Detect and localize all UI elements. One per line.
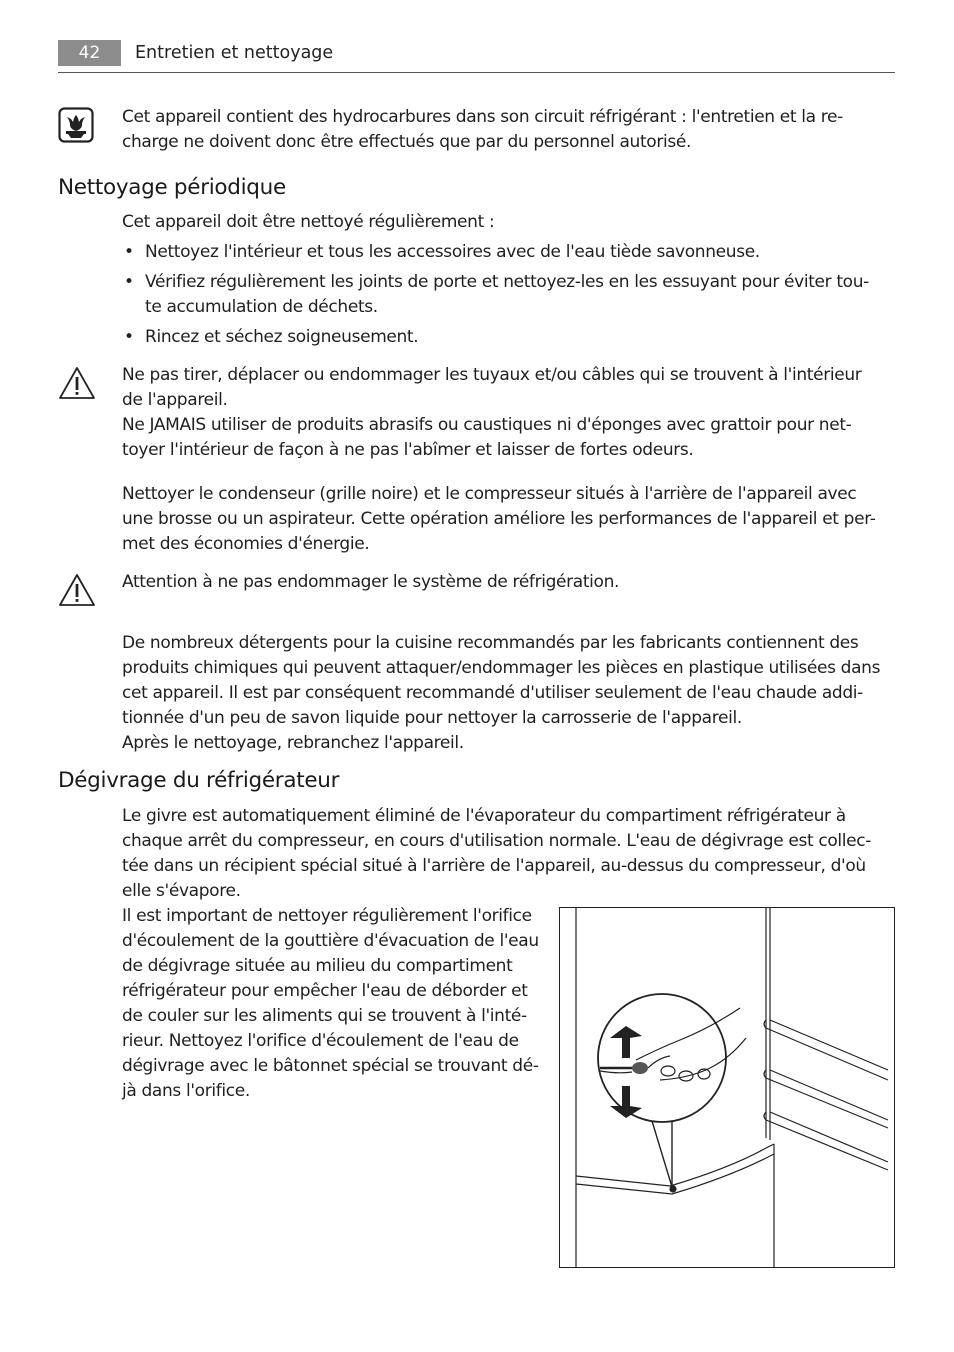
defrost-paragraph-2: Il est important de nettoyer régulièrement l'orifice d'écoulement de la gouttière d'évacuation de l'eau de dégivrage située au milieu du compartiment réfrigérateur pour empêcher l'eau de déborder et de couler sur les aliments qui se trouvent à l'inté- rieur. Nettoyez l'orifice d'écoulement de l'eau de dégivrage avec le bâtonnet spécial se trouvant dé- jà dans l'orifice. <box>122 906 539 1101</box>
note-line: charge ne doivent donc être effectués que par du personnel autorisé. <box>122 132 692 152</box>
cleaning-bullet-list <box>122 240 894 355</box>
condenser-paragraph: Nettoyer le condenseur (grille noire) et le compresseur situés à l'arrière de l'appareil avec une brosse ou un aspirateur. Cette opération améliore les performances de l'appareil et per- met des économies d'énergie. <box>122 484 876 554</box>
page-header <box>58 40 895 73</box>
warning-text-refrigeration: Attention à ne pas endommager le système de réfrigération. <box>122 572 620 592</box>
defrost-paragraph-1: Le givre est automatiquement éliminé de l'évaporateur du compartiment réfrigérateur à chaque arrêt du compresseur, en cours d'utilisation normale. L'eau de dégivrage est collec- tée dans un récipient spécial situé à l'arrière de l'appareil, au-dessus du compresseur, d'où elle s'évapore. <box>122 806 872 901</box>
list-item: • Rincez et séchez soigneusement. <box>124 327 419 347</box>
detergents-paragraph: De nombreux détergents pour la cuisine recommandés par les fabricants contiennent des produits chimiques qui peuvent attaquer/endommager les pièces en plastique utilisées dans cet appareil. Il est par conséquent recommandé d'utiliser seulement de l'eau chaude addi- tionnée d'un peu de savon liquide pour nettoyer la carrosserie de l'appareil. Après le nettoyage, rebranchez l'appareil. <box>122 633 881 753</box>
warning-triangle-icon <box>58 573 96 611</box>
warning-triangle-icon <box>58 366 96 404</box>
list-item: • Vérifiez régulièrement les joints de porte et nettoyez-les en les essuyant pour éviter tou- te accumulation de déchets. <box>124 272 869 317</box>
cleaning-heading: Nettoyage périodique <box>58 175 286 200</box>
defrost-drain-illustration <box>559 907 895 1268</box>
header-section-title: Entretien et nettoyage <box>135 43 334 63</box>
page-number: 42 <box>58 40 121 66</box>
list-item: • Nettoyez l'intérieur et tous les accessoires avec de l'eau tiède savonneuse. <box>124 242 760 262</box>
environment-note <box>122 105 894 155</box>
warning-text-pipes: Ne pas tirer, déplacer ou endommager les tuyaux et/ou câbles qui se trouvent à l'intérieur de l'appareil. Ne JAMAIS utiliser de produits abrasifs ou caustiques ni d'éponges avec grattoir pour net- toyer l'intérieur de façon à ne pas l'abîmer et laisser de fortes odeurs. <box>122 365 862 460</box>
environment-icon <box>58 107 94 147</box>
cleaning-intro: Cet appareil doit être nettoyé régulièrement : <box>122 212 495 232</box>
note-line: Cet appareil contient des hydrocarbures dans son circuit réfrigérant : l'entretien et la re- <box>122 107 843 127</box>
defrost-heading: Dégivrage du réfrigérateur <box>58 768 340 793</box>
